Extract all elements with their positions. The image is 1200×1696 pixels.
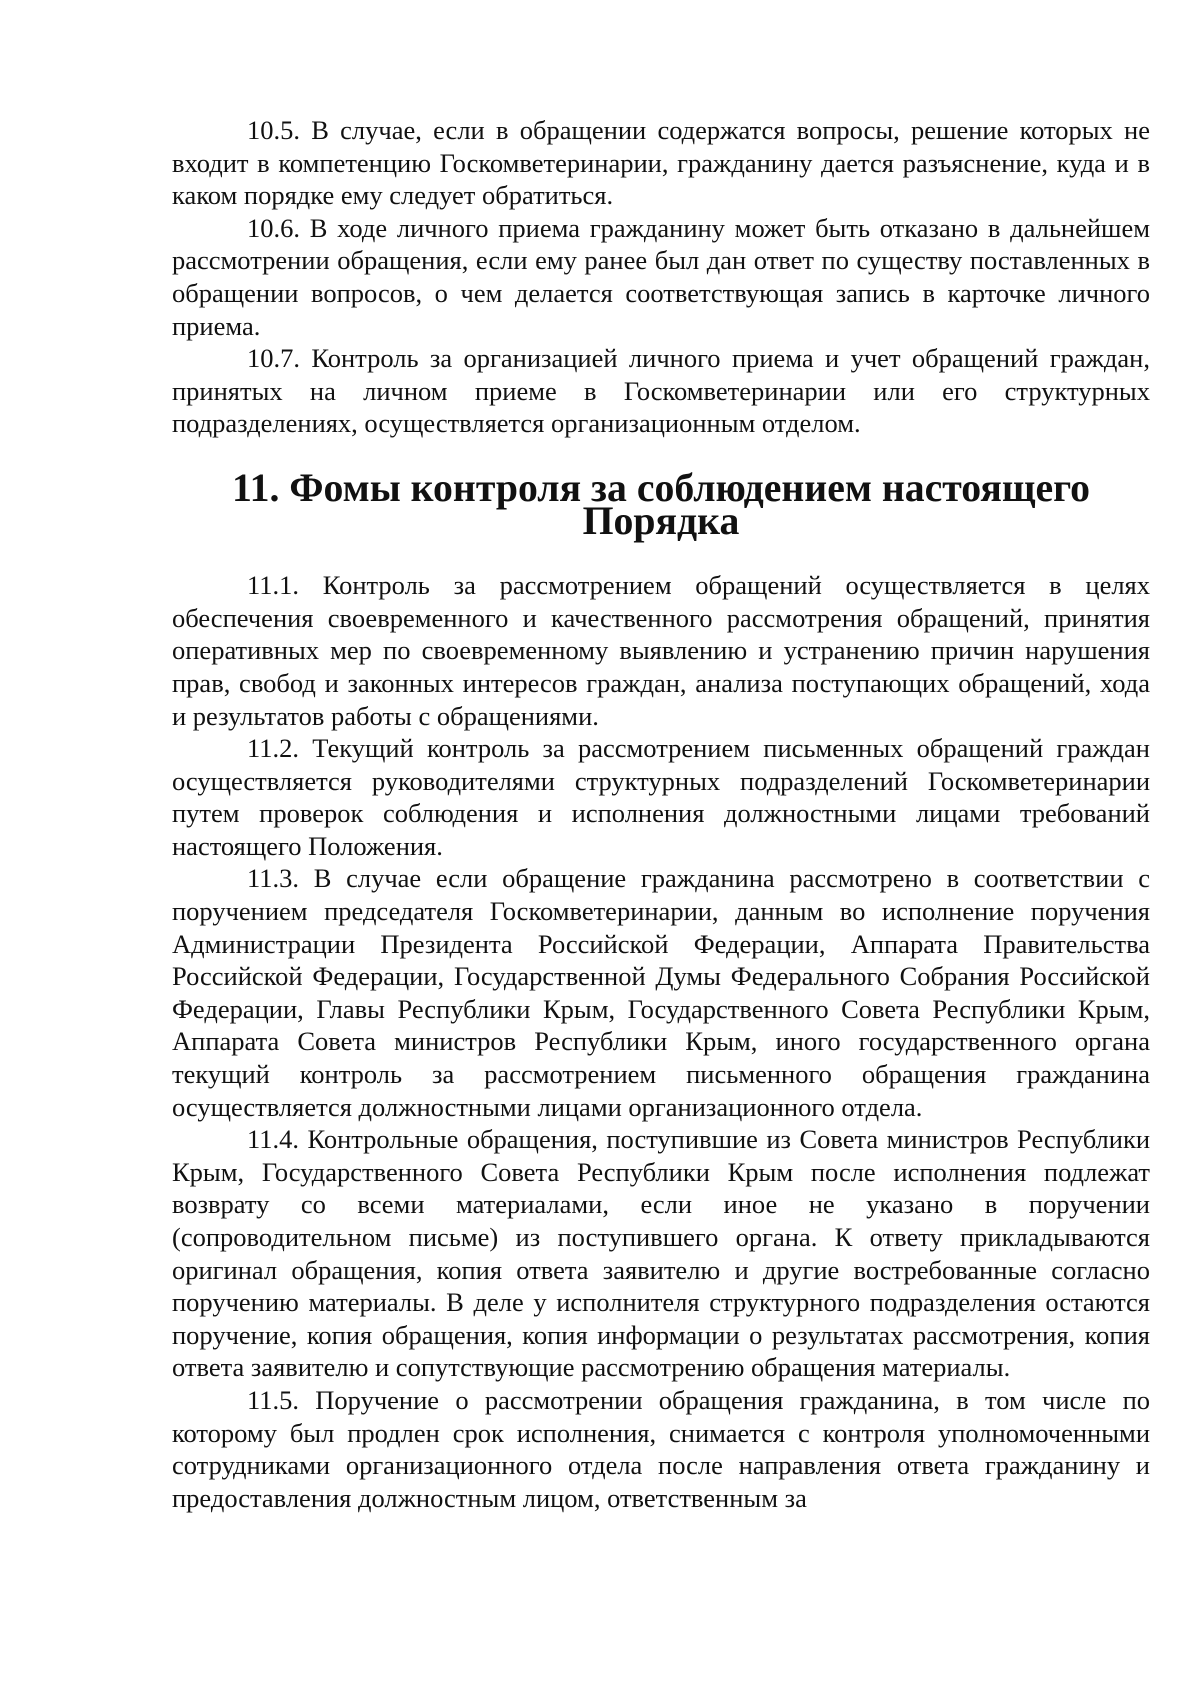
paragraph-11-3: 11.3. В случае если обращение гражданина рассмотрено в соответствии с поручением председателя Госкомветеринарии, данным во исполнение поручения Администрации Президента Российской Федерации, Аппарата Правительства Российской Федерации, Государственной Думы Федерального Собрания Российской Федерации, Главы Республики Крым, Государственного Совета Республики Крым, Аппарата Совета министров Республики Крым, иного государственного органа текущий контроль за рассмотрением письменного обращения гражданина осуществляется должностными лицами организационного отдела.	[172, 863, 1150, 1122]
document-page	[172, 114, 1150, 1514]
paragraph-11-2: 11.2. Текущий контроль за рассмотрением письменных обращений граждан осуществляется руководителями структурных подразделений Госкомветеринарии путем проверок соблюдения и исполнения должностными лицами требований настоящего Положения.	[172, 733, 1150, 861]
section-heading-11: 11. Фомы контроля за соблюдением настоящего Порядка	[231, 465, 1091, 543]
paragraph-11-4: 11.4. Контрольные обращения, поступившие из Совета министров Республики Крым, Государственного Совета Республики Крым после исполнения подлежат возврату со всеми материалами, если иное не указано в поручении (сопроводительном письме) из поступившего органа. К ответу прикладываются оригинал обращения, копия ответа заявителю и другие востребованные согласно поручению материалы. В деле у исполнителя структурного подразделения остаются поручение, копия обращения, копия информации о результатах рассмотрения, копия ответа заявителю и сопутствующие рассмотрению обращения материалы.	[172, 1124, 1150, 1383]
paragraph-10-6: 10.6. В ходе личного приема гражданину может быть отказано в дальнейшем рассмотрении обращения, если ему ранее был дан ответ по существу поставленных в обращении вопросов, о чем делается соответствующая запись в карточке личного приема.	[172, 212, 1150, 341]
paragraph-11-1: 11.1. Контроль за рассмотрением обращений осуществляется в целях обеспечения своевременного и качественного рассмотрения обращений, принятия оперативных мер по своевременному выявлению и устранению причин нарушения прав, свобод и законных интересов граждан, анализа поступающих обращений, хода и результатов работы с обращениями.	[172, 570, 1150, 731]
paragraph-10-7: 10.7. Контроль за организацией личного приема и учет обращений граждан, принятых на личном приеме в Госкомветеринарии или его структурных подразделениях, осуществляется организационным отделом.	[172, 343, 1150, 439]
paragraph-11-5: 11.5. Поручение о рассмотрении обращения гражданина, в том числе по которому был продлен срок исполнения, снимается с контроля уполномоченными сотрудниками организационного отдела после направления ответа гражданину и предоставления должностным лицом, ответственным за	[172, 1384, 1150, 1513]
paragraph-10-5: 10.5. В случае, если в обращении содержатся вопросы, решение которых не входит в компетенцию Госкомветеринарии, гражданину дается разъяснение, куда и в каком порядке ему следует обратиться.	[172, 115, 1150, 211]
